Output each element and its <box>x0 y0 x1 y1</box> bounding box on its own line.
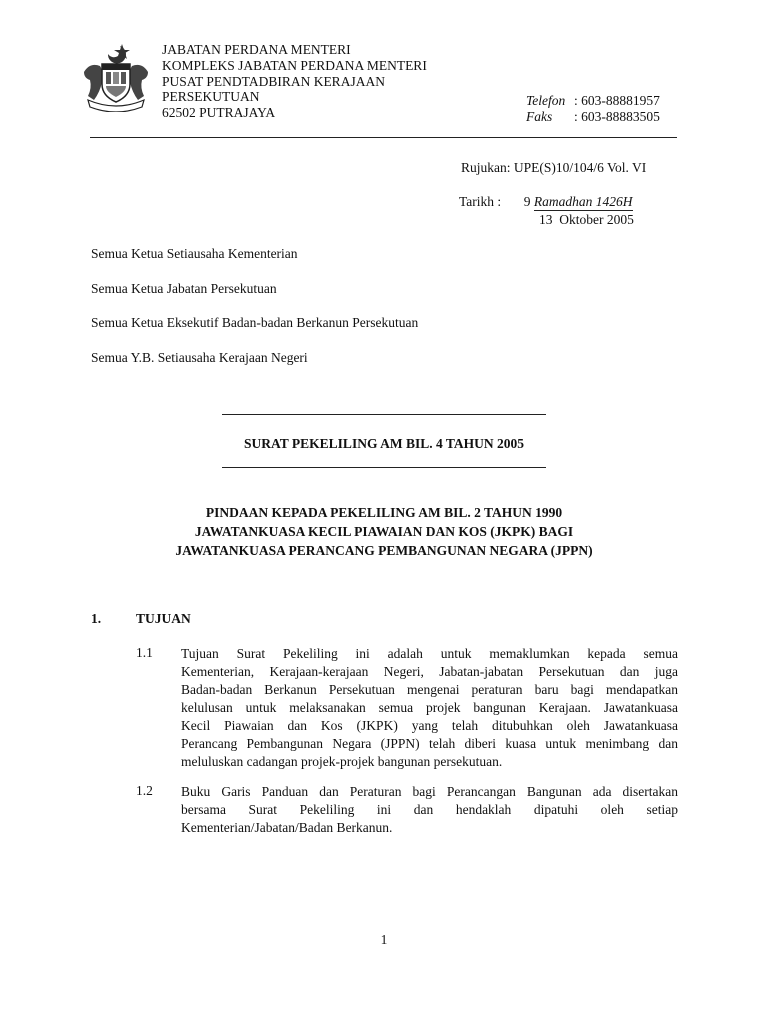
subject-line: PINDAAN KEPADA PEKELILING AM BIL. 2 TAHUN 1990 <box>205 505 563 520</box>
recipient-line: Semua Ketua Eksekutif Badan-badan Berkanun Persekutuan <box>91 315 419 330</box>
telefon-label: Telefon <box>526 93 566 108</box>
date-gregorian-row <box>539 212 634 228</box>
recipient-line: Semua Y.B. Setiausaha Kerajaan Negeri <box>91 350 308 365</box>
address-line: KOMPLEKS JABATAN PERDANA MENTERI <box>162 57 427 73</box>
page-number: 1 <box>380 932 388 947</box>
address-line: PUSAT PENDTADBIRAN KERAJAAN <box>162 73 385 89</box>
faks-row <box>526 109 660 125</box>
date-hijri-row <box>459 194 633 210</box>
letterhead-divider <box>90 137 677 138</box>
paragraph-line: meluluskan cadangan projek-projek bangunan persekutuan. <box>181 754 503 769</box>
paragraph-line: Badan-badan Berkanun Persekutuan mengenai peraturan baru bagi mendapatkan <box>181 682 678 697</box>
letterhead-contact <box>526 93 660 125</box>
telefon-value: : 603-88881957 <box>574 93 660 108</box>
paragraph-line: kelulusan untuk melaksanakan semua projek bangunan Kerajaan. Jawatankuasa <box>181 700 678 715</box>
section-title: TUJUAN <box>136 611 191 626</box>
paragraph-line: Kementerian, Kerajaan-kerajaan Negeri, Jabatan-jabatan Persekutuan dan juga <box>181 664 678 679</box>
paragraph-number: 1.2 <box>136 783 153 798</box>
paragraph-line: Buku Garis Panduan dan Peraturan bagi Perancangan Bangunan ada disertakan <box>181 784 678 799</box>
subject-heading <box>0 503 768 560</box>
faks-label: Faks <box>526 108 553 124</box>
date-hijri: Ramadhan 1426H <box>533 194 633 209</box>
paragraph-line: Kecil Piawaian dan Kos (JKPK) yang telah ditubuhkan oleh Jawatankuasa <box>181 718 678 733</box>
malaysia-coat-of-arms-icon <box>78 42 154 112</box>
date-day-gregorian: 13 <box>539 212 553 227</box>
title-rule-bottom <box>222 467 546 468</box>
paragraph-line: Tujuan Surat Pekeliling ini adalah untuk memaklumkan kepada semua <box>181 646 678 661</box>
circular-title: SURAT PEKELILING AM BIL. 4 TAHUN 2005 <box>244 436 524 451</box>
paragraph-line: Kementerian/Jabatan/Badan Berkanun. <box>181 820 393 835</box>
recipient-line: Semua Ketua Jabatan Persekutuan <box>91 281 277 296</box>
recipient-line: Semua Ketua Setiausaha Kementerian <box>91 246 298 261</box>
address-line: JABATAN PERDANA MENTERI <box>162 42 351 57</box>
section-number: 1. <box>91 611 102 626</box>
paragraph-line: Perancang Pembangunan Negara (JPPN) telah diberi kuasa untuk menimbang dan <box>181 736 678 751</box>
date-day-hijri: 9 <box>523 194 531 209</box>
paragraph-line: bersama Surat Pekeliling ini dan hendaklah dipatuhi oleh setiap <box>181 802 678 817</box>
title-rule-top <box>222 414 546 415</box>
paragraph-body <box>181 783 678 837</box>
address-line: PERSEKUTUAN <box>162 89 260 105</box>
paragraph-body <box>181 645 678 771</box>
faks-value: : 603-88883505 <box>574 108 660 124</box>
paragraph-number: 1.1 <box>136 645 153 660</box>
subject-line: JAWATANKUASA KECIL PIAWAIAN DAN KOS (JKPK) BAGI <box>194 524 574 539</box>
letterhead-address <box>162 42 427 121</box>
reference-number: Rujukan: UPE(S)10/104/6 Vol. VI <box>461 160 647 175</box>
date-label: Tarikh : <box>459 194 502 209</box>
date-gregorian: Oktober 2005 <box>559 212 634 227</box>
subject-line: JAWATANKUASA PERANCANG PEMBANGUNAN NEGARA (JPPN) <box>175 543 593 558</box>
address-line: 62502 PUTRAJAYA <box>162 105 276 121</box>
telefon-row <box>526 93 660 109</box>
